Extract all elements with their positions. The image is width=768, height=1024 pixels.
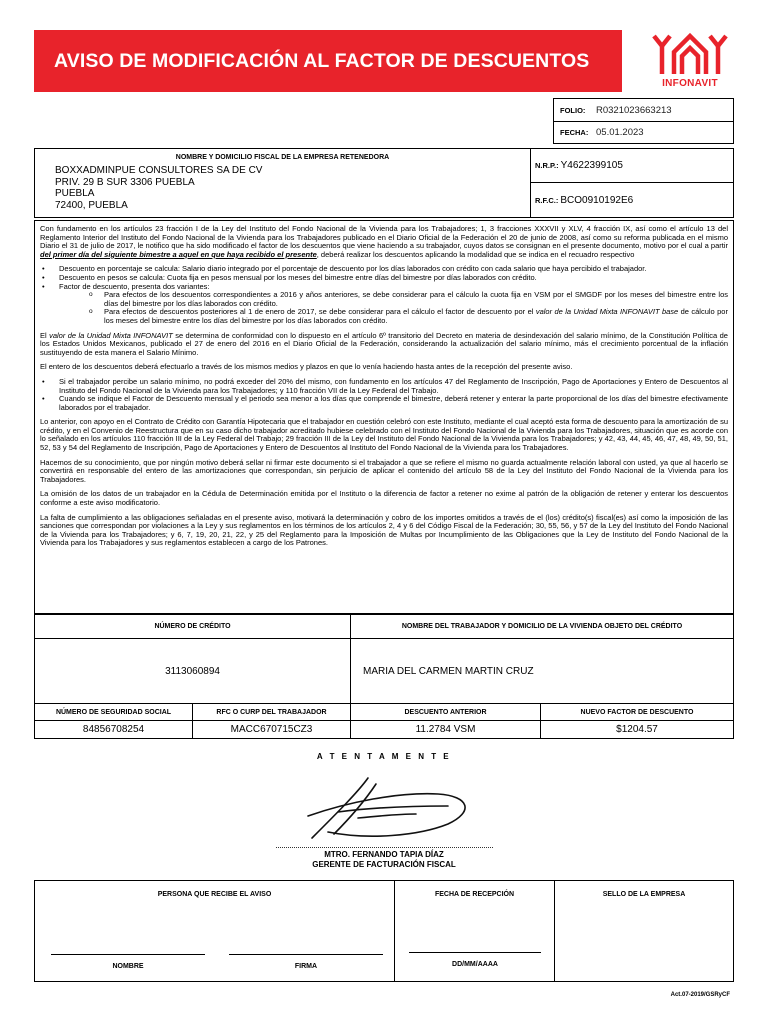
header-numero-credito: NÚMERO DE CRÉDITO (35, 615, 351, 639)
paragraph-contrato: Lo anterior, con apoyo en el Contrato de Crédito con Garantía Hipotecaria que el trabajador en cuestión celebró con este Instituto, mediante el cual aceptó esta forma de descuento para la amortización de su crédito, y en el Convenio de Reestructura que en su caso dicho trabajador acreditado hubiese celebrado con el Instituto del Fondo Nacional de la Vivienda para los Trabajadores, situación que es acorde con lo señalado en los artículos 110 fracción III de la Ley Federal del Trabajo; 29 fracción III de la Ley del Instituto del Fondo Nacional de la Vivienda para los Trabajadores; y 42, 43, 44, 45, 46, 47, 48, 49, 50, 51, 52, 53 y 54 del Reglamento de Inscripción, Pago de Aportaciones y Entero de Descuentos al Instituto del Fondo Nacional de la Vivienda para los Trabajadores. (40, 417, 728, 453)
empresa-datos (35, 149, 531, 217)
firmante (0, 850, 768, 870)
folio-row (554, 99, 733, 121)
signature-icon (298, 772, 488, 844)
firma-line[interactable] (229, 954, 383, 955)
header-rfc-curp: RFC O CURP DEL TRABAJADOR (193, 704, 351, 721)
list-item (40, 308, 728, 325)
nombre-label: NOMBRE (112, 963, 144, 970)
empresa-box (34, 148, 734, 218)
paragraph-text: , deberá realizar los descuentos aplicando la modalidad que se indica en el recuadro respectivo (316, 249, 635, 259)
descuento-table (34, 703, 734, 739)
paragraph-omision: La omisión de los datos de un trabajador en la Cédula de Determinación emitida por el Instituto o la diferencia de factor a retener no exime al patrón de la obligación de retener y enterar los descuentos conforme a este aviso modificatorio. (40, 489, 728, 508)
empresa-heading: NOMBRE Y DOMICILIO FISCAL DE LA EMPRESA RETENEDORA (175, 154, 390, 161)
header-nss: NÚMERO DE SEGURIDAD SOCIAL (35, 704, 193, 721)
empresa-calle: PRIV. 29 B SUR 3306 PUEBLA (55, 176, 195, 188)
fecha-row (554, 121, 733, 143)
paragraph-italic: valor de la Unidad Mixta INFONAVIT (49, 330, 173, 340)
paragraph-emphasis: del primer día del siguiente bimestre a aquel en que haya recibido el presente (40, 249, 317, 259)
header-sello-empresa: SELLO DE LA EMPRESA (602, 891, 686, 898)
list-item: • Factor de descuento, presenta dos variantes: (40, 283, 728, 292)
nombre-trabajador: MARIA DEL CARMEN MARTIN CRUZ (363, 665, 534, 677)
paragraph-text: El (40, 330, 47, 340)
rfc-row (531, 183, 733, 217)
nrp-value: Y4622399105 (560, 160, 623, 171)
paragraph-sanciones: La falta de cumplimiento a las obligaciones señaladas en el presente aviso, motivará la determinación y cobro de los importes omitidos a través de el (los) crédito(s) fiscal(es) así como la imposición de las sanciones que correspondan por violaciones a la Ley y sus reglamentos en los términos de los artículos 2, 4 y 6 del Código Fiscal de la Federación; 30, 55, 56, y 57 de la Ley del Instituto del Fondo Nacional de la Vivienda para los Trabajadores; y 6, 7, 19, 20, 21, 22, y 25 del Reglamento para la Imposición de Multas por Incumplimiento de las Obligaciones que la Ley de Instituto del Fondo Nacional de la Vivienda para los Trabajadores y sus reglamentos establecen a cargo de los Patrones. (40, 512, 728, 548)
empresa-nombre: BOXXADMINPUE CONSULTORES SA DE CV (55, 165, 263, 176)
list-item: • Descuento en pesos se calcula: Cuota fija en pesos mensual por los meses del bimestre entre días del bimestre por días laborados con crédito. (40, 274, 728, 283)
header-nombre-trabajador: NOMBRE DEL TRABAJADOR Y DOMICILIO DE LA VIVIENDA OBJETO DEL CRÉDITO (351, 615, 733, 639)
fecha-recepcion-cell (395, 881, 555, 981)
credito-table (34, 614, 734, 704)
list-item: • Descuento en porcentaje se calcula: Salario diario integrado por el porcentaje de descuento por los días laborados con crédito con cada salario que haya percibido el trabajador. (40, 265, 728, 274)
header-persona-recibe: PERSONA QUE RECIBE EL AVISO (157, 891, 272, 898)
fecha-label: FECHA: (560, 128, 589, 137)
list-item: • Si el trabajador percibe un salario mínimo, no podrá exceder del 20% del mismo, con fundamento en los artículos 47 del Reglamento de Inscripción, Pago de Aportaciones y Entero de Descuentos al Instituto del Fondo Nacional de la Vivienda para los Trabajadores; y 110 fracción VII de la Ley Federal del Trabajo. (40, 378, 728, 395)
paragraph-entero: El entero de los descuentos deberá efectuarlo a través de los mismos medios y plazos en que lo venía haciendo hasta antes de la recepción del presente aviso. (40, 362, 573, 372)
folio-value: R0321023663213 (596, 104, 672, 116)
document-title-bar (34, 30, 622, 92)
header-descuento-anterior: DESCUENTO ANTERIOR (351, 704, 541, 721)
paragraph-relacion-laboral: Hacemos de su conocimiento, que por ningún motivo deberá sellar ni firmar este documento si el trabajador a que se refiere el mismo no guarda actualmente relación laboral con usted, ya que al hacerlo se convertirá en responsable del entero de las amortizaciones que correspondan, sin perjuicio de aplicar el contenido del artículo 58 de la Ley del Instituto del Fondo Nacional de la Vivienda para los Trabajadores. (40, 457, 728, 484)
nss-value: 84856708254 (35, 721, 193, 738)
empresa-registros (531, 149, 733, 217)
bullet-list-limites (40, 378, 728, 412)
list-item: • Cuando se indique el Factor de Descuento mensual y el periodo sea menor a los días que comprende el bimestre, deberá retener y enterar la parte proporcional de los días del bimestre efectivamente laborados por el trabajador. (40, 395, 728, 412)
rfc-label: R.F.C.: (535, 195, 559, 205)
nrp-label: N.R.P.: (535, 161, 559, 170)
paragraph-fundamento (40, 225, 728, 259)
fecha-line[interactable] (409, 952, 541, 953)
firma-label: FIRMA (294, 963, 318, 970)
nrp-row (531, 149, 733, 183)
recepcion-box (34, 880, 734, 982)
logo-wordmark: INFONAVIT (662, 78, 718, 89)
document-title: AVISO DE MODIFICACIÓN AL FACTOR DE DESCUENTOS (54, 49, 590, 72)
list-italic: valor de la Unidad Mixta INFONAVIT base (535, 307, 679, 317)
rfc-value: BCO0910192E6 (560, 194, 634, 206)
bullet-list-calculo (40, 265, 728, 291)
fecha-value: 05.01.2023 (596, 127, 644, 138)
atentamente-label: A T E N T A M E N T E (316, 752, 452, 761)
list-text: de cálculo por los meses del bimestre entre los días del bimestre por los días laborados con crédito. (104, 307, 728, 325)
empresa-domicilio (35, 165, 530, 211)
form-code: Act.07-2019/GSRyCF (670, 992, 730, 998)
paragraph-text: Con fundamento en los artículos 23 fracción I de la Ley del Instituto del Fondo Nacional de la Vivienda para los Trabajadores; 1, 3 fracciones XXXVII y XLV, 4 fracción IX, así como el artículo 13 del Reglamento Interior del Instituto del Fondo Nacional de la Vivienda para los Trabajadores publicado en el Diario Oficial de la Federación el 20 de junio de 2008, así como su reforma publicada en el mismo Diario el 31 de julio de 2017, le notifico que ha sido modificado el factor de los descuentos que viene haciendo a su trabajador, cuyos datos se consignan en el presente documento, motivo por el cual a partir (40, 224, 728, 251)
signature-line (276, 847, 493, 848)
header-nuevo-factor: NUEVO FACTOR DE DESCUENTO (541, 704, 733, 721)
empresa-cp: 72400, PUEBLA (55, 199, 128, 211)
fecha-formato: DD/MM/AAAA (452, 961, 498, 968)
aviso-body (34, 220, 734, 614)
firmante-nombre: MTRO. FERNANDO TAPIA DÍAZ (324, 850, 444, 859)
numero-credito: 3113060894 (35, 639, 351, 703)
list-item: o Para efectos de los descuentos correspondientes a 2016 y años anteriores, se debe considerar para el cálculo la cuota fija en VSM por el SMGDF por los meses del bimestre entre los días del bimestre por los días laborados con crédito. (40, 291, 728, 308)
sub-list-factor (40, 291, 728, 325)
empresa-ciudad: PUEBLA (55, 188, 95, 199)
nuevo-factor-value: $1204.57 (616, 724, 658, 735)
paragraph-uma (40, 332, 728, 358)
header-fecha-recepcion: FECHA DE RECEPCIÓN (434, 891, 515, 898)
paragraph-text: se determina de conformidad con lo dispuesto en el artículo 6º transitorio del Decreto en materia de desindexación del salario mínimo, de la Constitución Política de los Estados Unidos Mexicanos, publicado el 27 de enero del 2016 en el Diario Oficial de la Federación, considerando la actualización del salario mínimo, más el crecimiento porcentual de la inflación sustituyendo de esta manera el Salario Mínimo. (40, 330, 728, 357)
sello-empresa-cell[interactable] (555, 881, 733, 981)
folio-box (553, 98, 734, 144)
nombre-line[interactable] (51, 954, 205, 955)
folio-label: FOLIO: (560, 105, 586, 115)
firmante-cargo: GERENTE DE FACTURACIÓN FISCAL (312, 860, 456, 869)
list-text: Para efectos de descuentos posteriores al 1 de enero de 2017, se debe considerar para el cálculo el factor de descuento por el (104, 307, 534, 317)
rfc-curp-value: MACC670715CZ3 (193, 721, 351, 738)
persona-recibe-cell (35, 881, 395, 981)
descuento-anterior-value: 11.2784 VSM (351, 721, 541, 738)
